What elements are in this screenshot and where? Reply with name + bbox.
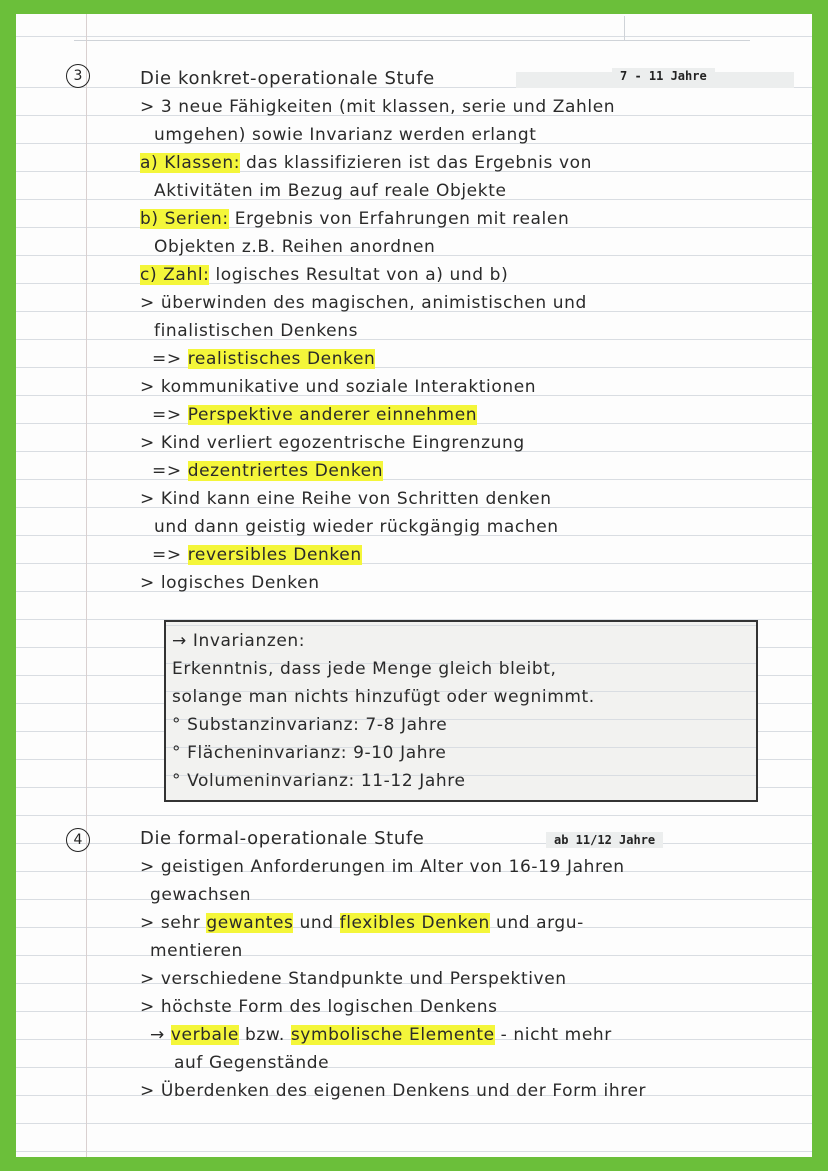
text-part: umgehen) sowie Invarianz werden erlangt — [154, 125, 537, 145]
text-line — [154, 516, 559, 538]
text-line — [152, 348, 375, 370]
text-line: > geistigen Anforderungen im Alter von 16-19 Jahren — [140, 857, 625, 877]
text-part: und — [293, 913, 340, 933]
section-number: 3 — [66, 64, 90, 88]
section-title: Die konkret-operationale Stufe — [140, 68, 435, 89]
text-line — [154, 180, 507, 202]
text-line: auf Gegenstände — [174, 1053, 330, 1073]
text-part: > überwinden des magischen, animistischen und — [140, 293, 587, 313]
text-part: Aktivitäten im Bezug auf reale Objekte — [154, 181, 507, 201]
text-line: > verschiedene Standpunkte und Perspektiven — [140, 969, 567, 989]
text-part: > Kind verliert egozentrische Eingrenzung — [140, 433, 525, 453]
text-part: => — [152, 461, 188, 481]
text-line — [140, 488, 552, 510]
text-line — [140, 376, 536, 398]
text-line — [140, 432, 525, 454]
text-line — [140, 912, 584, 934]
section-title: Die formal-operationale Stufe — [140, 828, 425, 849]
text-part: und argu- — [489, 913, 584, 933]
text-line — [140, 264, 508, 286]
text-line — [140, 292, 587, 314]
text-line — [140, 572, 320, 594]
text-part: => — [152, 545, 188, 565]
text-line: gewachsen — [150, 885, 252, 905]
section-number: 4 — [66, 828, 90, 852]
box-line: solange man nichts hinzufügt oder wegnimmt. — [172, 687, 595, 707]
text-line — [154, 320, 358, 342]
text-part: > 3 neue Fähigkeiten (mit klassen, serie und Zahlen — [140, 97, 616, 117]
age-label: 7 - 11 Jahre — [612, 68, 715, 84]
text-part: das klassifizieren ist das Ergebnis von — [240, 153, 592, 173]
age-label: ab 11/12 Jahre — [546, 832, 663, 848]
margin-line — [86, 14, 87, 1157]
header-divider — [624, 16, 625, 40]
text-part: bzw. — [238, 1025, 291, 1045]
box-line: Erkenntnis, dass jede Menge gleich bleibt, — [172, 659, 557, 679]
text-line — [152, 460, 383, 482]
box-line: ° Flächeninvarianz: 9-10 Jahre — [172, 743, 447, 763]
text-part: => — [152, 349, 188, 369]
text-part: Ergebnis von Erfahrungen mit realen — [228, 209, 570, 229]
invariance-box — [164, 620, 758, 802]
highlighted-term: verbale — [170, 1025, 239, 1045]
text-part: finalistischen Denkens — [154, 321, 359, 341]
box-line: ° Volumeninvarianz: 11-12 Jahre — [172, 771, 466, 791]
highlighted-term: dezentriertes Denken — [187, 461, 384, 481]
text-part: und dann geistig wieder rückgängig machen — [154, 517, 559, 537]
text-line — [152, 544, 362, 566]
text-part: logisches Resultat von a) und b) — [209, 265, 509, 285]
header-area — [74, 16, 750, 41]
text-part: > sehr — [140, 913, 207, 933]
text-part: => — [152, 405, 188, 425]
highlighted-term: a) Klassen: — [140, 153, 241, 173]
box-line: ° Substanzinvarianz: 7-8 Jahre — [172, 715, 448, 735]
text-part: - nicht mehr — [494, 1025, 612, 1045]
text-part: > kommunikative und soziale Interaktionen — [140, 377, 537, 397]
text-line — [150, 1024, 612, 1046]
text-part: > Kind kann eine Reihe von Schritten denken — [140, 489, 552, 509]
text-line — [140, 208, 569, 230]
text-line — [152, 404, 477, 426]
text-part: → — [150, 1025, 171, 1045]
highlighted-term: Perspektive anderer einnehmen — [187, 405, 478, 425]
text-line — [140, 152, 592, 174]
text-line — [154, 124, 537, 146]
text-line — [140, 96, 615, 118]
highlighted-term: realistisches Denken — [187, 349, 376, 369]
notebook-page — [16, 14, 812, 1157]
highlighted-term: symbolische Elemente — [290, 1025, 495, 1045]
highlighted-term: flexibles Denken — [339, 913, 490, 933]
text-part: > logisches Denken — [140, 573, 320, 593]
box-line: → Invarianzen: — [172, 631, 306, 651]
text-part: Objekten z.B. Reihen anordnen — [154, 237, 436, 257]
highlighted-term: c) Zahl: — [140, 265, 210, 285]
text-line: > höchste Form des logischen Denkens — [140, 997, 498, 1017]
highlighted-term: b) Serien: — [140, 209, 229, 229]
highlighted-term: gewantes — [206, 913, 294, 933]
highlighted-term: reversibles Denken — [187, 545, 362, 565]
text-line — [154, 236, 435, 258]
text-line: mentieren — [150, 941, 243, 961]
text-line: > Überdenken des eigenen Denkens und der Form ihrer — [140, 1081, 647, 1101]
